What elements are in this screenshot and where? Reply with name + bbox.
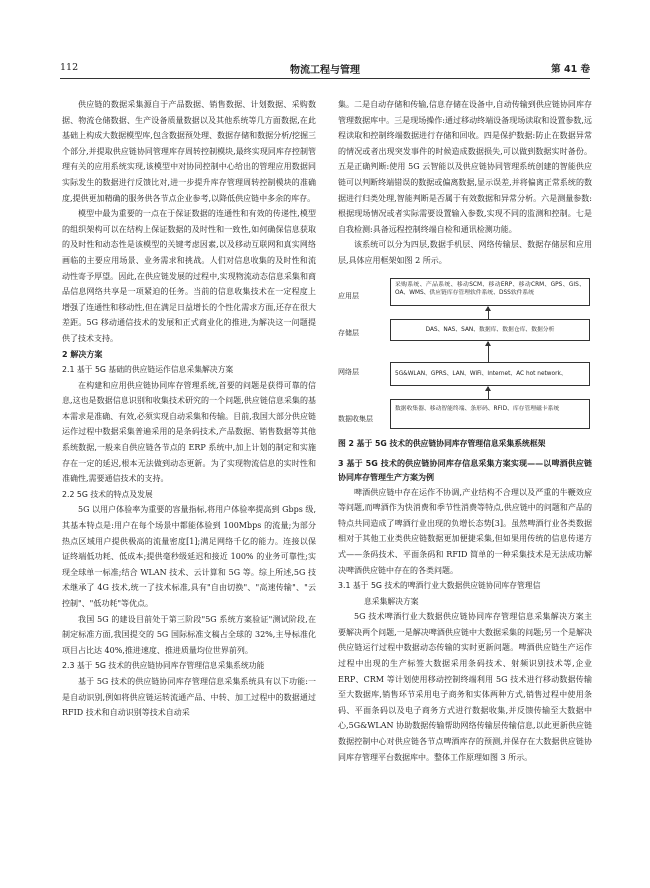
arrow-up [488, 307, 489, 319]
layer-label-storage: 存储层 [338, 328, 359, 337]
page-number: 112 [60, 62, 79, 73]
section-heading: 3 基于 5G 技术的供应链协同库存信息采集方案实现——以啤酒供应链协同库存管理生产方案为例 [338, 458, 592, 482]
arrow-up [488, 387, 489, 399]
right-column [338, 97, 592, 765]
paragraph: 供应链的数据采集源自于产品数据、销售数据、计划数据、采购数据、物流仓储数据、生产设备质量数据以及其他系统等几方面数据,在此基础上构成大数据模型库,包含数据预处理、数据存储和数据分析/挖掘三个部分,并提取供应链协同管理库存周转控制模块,最终实现同库存控制管理有关的应用系统实现,该模型中对协同控制中心给出的管理应用数据同实际发生的数据进行反馈比对,进一步提升库存管理周转控制模块的准确度,提供更加精确的服务供各节点企业参考,以降低供应链中多余的库存。 [62, 100, 316, 203]
subsection-heading [338, 578, 592, 609]
application-layer-box: 采购系统、产品系统、移动SCM、移动ERP、移动CRM、GPS、GIS、OA、WMS、供应链库存管理软件系统、DSS软件系统 [390, 278, 590, 306]
subsection-heading: 2.1 基于 5G 基础的供应链运作信息采集解决方案 [62, 365, 234, 375]
paragraph: 啤酒供应链中存在运作不协调,产业结构不合理以及严重的牛鞭效应等问题,而啤酒作为快消费和季节性消费等特点,供应链中的问题和产品的特点共同造成了啤酒行业出现的负增长态势[3]。虽然啤酒行业各类数据相对于其他工业类供应链数据更加便捷采集,但如果用传统的信息传递方式——条码技术、平面条码和 RFID 简单的一种采集技术是无法成功解决啤酒供应链中存在的各类问题。 [338, 487, 592, 575]
journal-title: 物流工程与管理 [290, 65, 360, 76]
left-column [62, 97, 316, 721]
section-heading: 2 解决方案 [62, 349, 103, 359]
paragraph: 在构建和应用供应链协同库存管理系统,首要的问题是获得可靠的信息,这也是数据信息识别和收集技术研究的一个问题,供应链信息采集的基本需求是准确、有效,必须实现自动采集和传输。目前,我国大部分供应链运作过程中数据采集普遍采用的是条码技术,产品数据、销售数据等其他系统数据,一般来自供应链各节点的 ERP 系统中,加上计划的制定和实施存在一定的延迟,根本无法做到动态更新。为了实现物流信息的实时性和准确性,需要通信技术的支持。 [62, 380, 316, 484]
subsection-heading: 2.3 基于 5G 技术的供应链协同库存管理信息采集系统功能 [62, 661, 265, 671]
paragraph: 基于 5G 技术的供应链协同库存管理信息采集系统具有以下功能:一是自动识别,例如将供应链运转流通产品、中转、加工过程中的数据通过 RFID 技术和自动识别等技术自动采 [62, 676, 316, 718]
paragraph: 我国 5G 的建设目前处于第三阶段"5G 系统方案验证"测试阶段,在制定标准方面,我国提交的 5G 国际标准文稿占全球的 32%,主导标准化项目占比达 40%,推进速度、推进质量均位世界前列。 [62, 614, 316, 655]
figure-caption: 图 2 基于 5G 技术的供应链协同库存管理信息采集系统框架 [338, 438, 546, 448]
paragraph: 模型中最为重要的一点在于保证数据的连通性和有效的传递性,模型的组织架构可以在结构上保证数据的及时性和一致性,如何确保信息获取的及时性和动态性是该模型的关键考虑因素,以及移动互联网和真实网络画临的主要应用场景、业务需求和挑战。人们对信息收集的及时性和流动性寄予厚望。因此,在供应链发展的过程中,实现物流动态信息采集和商品信息网络共享是一项紧迫的任务。当前的信息收集技术在一定程度上增强了连通性和移动性,但在满足日益增长的个性化需求方面,还存在很大差距。5G 移动通信技术的发展和正式商业化的推进,为解决这一问题提供了技术支持。 [62, 209, 316, 343]
volume-number: 第 41 卷 [551, 64, 590, 75]
paragraph: 5G 以用户体验率为重要的容量指标,将用户体验率提高到 Gbps 级,其基本特点是:用户在每个场景中都能体验到 100Mbps 的流量;为部分热点区域用户提供极高的流量密度[1];满足网络千亿的能力。连接以保证终端低功耗、低成本;提供毫秒级延迟和接近 100% 的业务可靠性;实现全球单一标准;结合 WLAN 技术、云计算和 5G 等。综上所述,5G 技术继承了 4G 技术,统一了技术标准,具有"自由切换"、"高速传输"、"云控制"、"低功耗"等优点。 [62, 505, 316, 608]
subsection-heading-line2: 息采集解决方案 [364, 596, 419, 606]
subsection-heading: 2.2 5G 技术的特点及发展 [62, 489, 153, 499]
subsection-heading-line1: 3.1 基于 5G 技术的啤酒行业大数据供应链协同库存管理信 [338, 581, 541, 591]
arrow-up [488, 342, 489, 362]
architecture-figure [338, 275, 592, 433]
paragraph: 该系统可以分为四层,数据手机层、网络传输层、数据存储层和应用层,具体应用框架如图 2 所示。 [338, 240, 592, 265]
layer-label-application: 应用层 [338, 291, 359, 300]
data-collection-layer-box: 数据收集器、移动智能终端、条形码、RFID、库存管理磁卡系统 [390, 399, 590, 429]
paragraph: 集。二是自动存储和传输,信息存储在设备中,自动传输到供应链协同库存管理数据库中。三是现场操作:通过移动终端设备现场读取和设置参数,远程读取和控制终端数据进行存储和回收。四是保护数据:防止在数据异常的情况或者出现突发事件的时候造成数据损失,可以做到数据实时备份。五是正确判断:使用 5G 云智能以及供应链协同管理系统创建的智能供应链可以判断终端错误的数据或偏离数据,显示误差,并将偏离正常系统的数据进行归类处理,智能判断是否属于有效数据和异常分析。六是测量参数:根据现场情况或者实际需要设置输入参数,实现不同的监测和控制。七是自我检测:具备远程控制终端自检和通讯检测功能。 [338, 100, 592, 234]
network-layer-box: 5G&WLAN、GPRS、LAN、WiFi、Internet、AC hot network、 [390, 362, 590, 386]
layer-label-data-collection: 数据收集层 [338, 414, 373, 423]
layer-label-network: 网络层 [338, 367, 359, 376]
page-header [60, 60, 590, 79]
paragraph: 5G 技术啤酒行业大数据供应链协同库存管理信息采集解决方案主要解决两个问题,一是解决啤酒供应链中大数据采集的问题;另一个是解决供应链运行过程中数据动态传输的实时更新问题。啤酒供应链生产运作过程中出现的生产标签大数据采用条码技术、射频识别技术等,企业 ERP、CRM 等计划使用移动控制终端利用 5G 技术进行移动数据传输至大数据库,销售环节采用电子商务和实体两种方式,销售过程中使用条码、平面条码以及电子商务方式进行数据收集,并反馈传输至大数据中心,5G&WLAN 协助数据传输帮助网络传输层传输信息,以此更新供应链数据控制中心对供应链各节点啤酒库存的预测,并保存在大数据供应链协同库存管理平台数据库中。整体工作原理如图 3 所示。 [338, 612, 592, 762]
storage-layer-box: DAS、NAS、SAN、数据库、数据仓库、数据分析 [390, 319, 590, 341]
